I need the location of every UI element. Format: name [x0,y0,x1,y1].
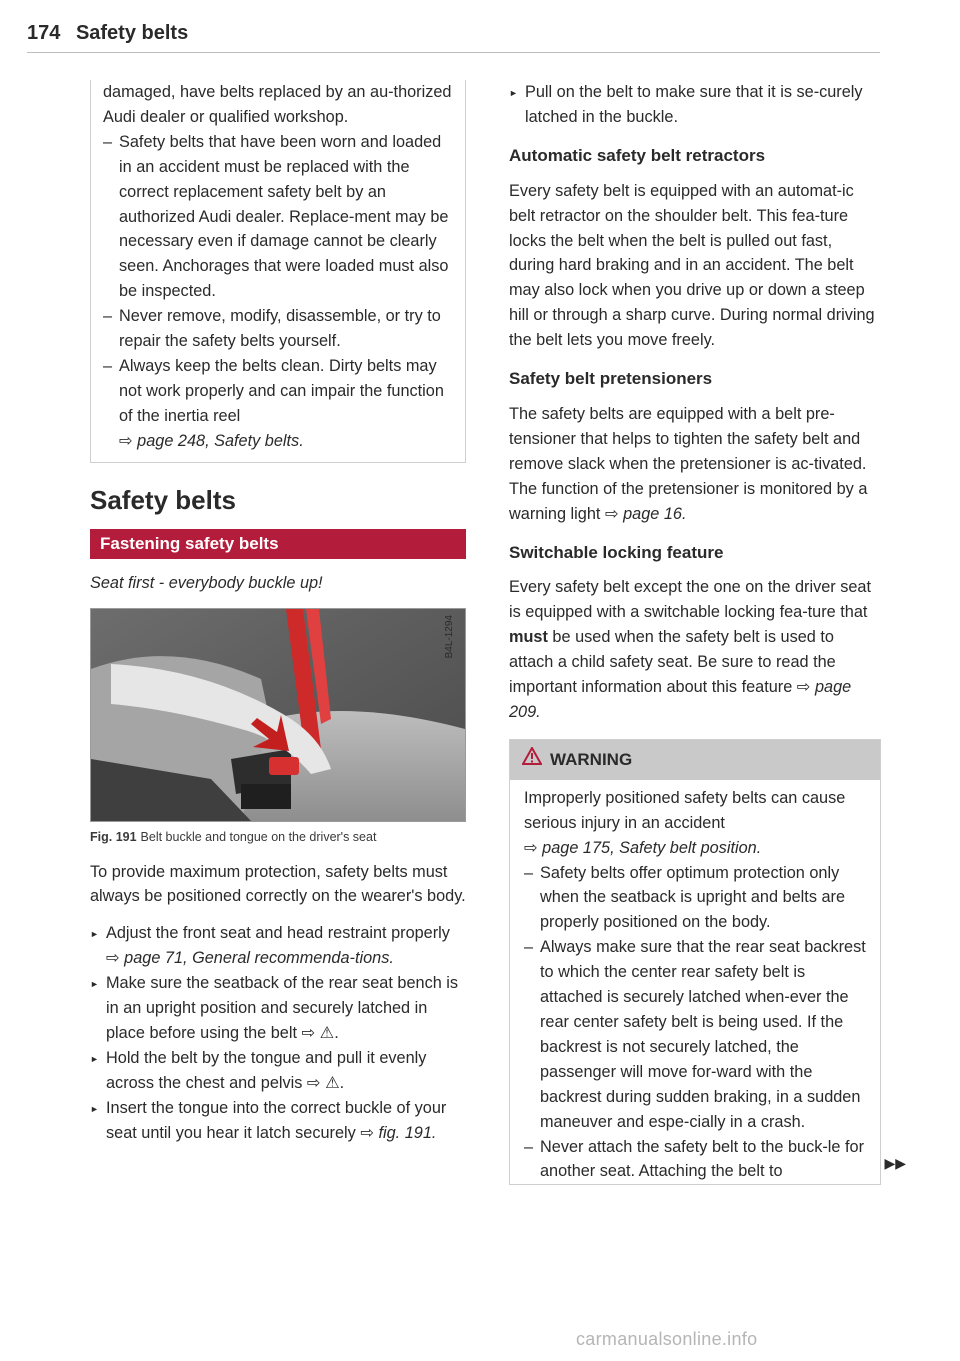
retractors-heading: Automatic safety belt retractors [509,145,766,165]
intro-paragraph: To provide maximum protection, safety belts must always be positioned correctly on the wearer's body. [90,862,466,906]
page-number: 174 [27,22,61,44]
figure-code: B4L-1294 [444,614,456,658]
continued-steps [509,80,881,130]
cont-item: – Safety belts that have been worn and loaded in an accident must be replaced with the correct replacement safety belt by an authorized Audi dealer. Replace-ment may be necessary even if damage cannot be clearly seen. Anchorages that were loaded must also be inspected. [103,130,453,304]
warning-item: – Safety belts offer optimum protection only when the seatback is upright and belts are properly positioned on the body. [524,861,868,936]
warning-body [510,780,880,1185]
locking-text-before: Every safety belt except the one on the driver seat is equipped with a switchable locking fea-ture that [509,578,872,622]
figure-caption-text: Belt buckle and tongue on the driver's seat [140,829,377,844]
cont-first-line: damaged, have belts replaced by an au-thorized Audi dealer or qualified workshop. [103,83,452,126]
continued-warning-box [90,80,466,463]
warning-intro-ref[interactable]: ⇨ page 175, Safety belt position. [524,838,762,857]
figure-illustration [91,609,465,821]
instruction-steps [90,921,466,1145]
figure-caption [90,828,466,846]
continue-arrow-icon: ▶▶ [884,1155,906,1172]
instruction-step [90,1096,466,1146]
left-column [90,80,466,1145]
section-title: Safety belts [90,484,236,515]
header-section-title: Safety belts [75,22,189,44]
buckle-slot [241,784,291,809]
cont-item-text: Always keep the belts clean. Dirty belts may not work properly and can impair the function of the inertia reel [119,356,444,425]
instruction-step: ► Pull on the belt to make sure that it is se-curely latched in the buckle. [509,80,881,130]
warning-item: – Always make sure that the rear seat backrest to which the center rear safety belt is attached is securely latched when-ever the rear center safety belt is being used. If the backrest is not securely latched, the passenger will move for-ward with the backrest during sudden braking, in a sudden maneuver and espe-cially in a crash. [524,935,868,1134]
instruction-step [90,971,466,1046]
right-column [509,80,906,1185]
warning-box [509,739,906,1186]
locking-heading: Switchable locking feature [509,542,724,562]
warning-item: – Never attach the safety belt to the buck-le for another seat. Attaching the belt to [524,1135,868,1185]
warning-triangle-icon [522,740,542,780]
belt-tongue [269,757,299,775]
cont-item [103,354,453,454]
locking-paragraph [509,575,881,724]
watermark: carmanualsonline.info [576,1329,758,1349]
step-text: Make sure the seatback of the rear seat bench is in an upright position and securely latched in place before using the belt ⇨ ⚠. [106,974,459,1042]
retractors-text: Every safety belt is equipped with an automat-ic belt retractor on the shoulder belt. This fea-ture locks the belt when the belt is pulled out fast, during hard braking and in an accident. The belt may also lock when you drive up or down a steep hill or through a sharp curve. During normal driving the belt lets you move freely. [509,181,875,350]
cont-item: – Never remove, modify, disassemble, or try to repair the safety belts yourself. [103,304,453,354]
locking-bold: must [509,628,548,647]
warning-header [510,740,880,780]
cont-item-ref[interactable]: ⇨ page 248, Safety belts. [119,431,304,450]
locking-text-after: be used when the safety belt is used to attach a child safety seat. Be sure to read the important information about this feature [509,628,836,697]
pretensioners-heading: Safety belt pretensioners [509,369,713,389]
subsection-bar-title: Fastening safety belts [90,529,466,559]
instruction-step [90,1046,466,1096]
cont-list [103,130,453,454]
figure-belt-buckle [90,608,466,822]
pretensioners-paragraph [509,402,881,527]
step-text: Hold the belt by the tongue and pull it evenly across the chest and pelvis ⇨ ⚠. [106,1048,427,1092]
intro-text: Seat first - everybody buckle up! [90,573,323,592]
figure-caption-label: Fig. 191 [90,829,137,844]
warning-list [524,861,868,1185]
warning-title: WARNING [550,749,633,769]
warning-intro: Improperly positioned safety belts can cause serious injury in an accident [524,788,846,832]
step-ref[interactable]: ⇨ fig. 191. [360,1123,437,1142]
locking-ref[interactable]: ⇨ page 209. [509,678,852,721]
instruction-step [90,921,466,971]
step-text: Adjust the front seat and head restraint properly [106,924,450,943]
step-text: Insert the tongue into the correct buckle of your seat until you hear it latch securely [106,1098,447,1142]
pretensioners-ref[interactable]: ⇨ page 16. [604,504,687,523]
page-header [27,22,880,53]
step-ref[interactable]: ⇨ page 71, General recommenda-tions. [106,949,394,968]
pretensioners-text: The safety belts are equipped with a belt pre-tensioner that helps to tighten the safety belt and remove slack when the pretensioner is ac-tivated. The function of the pretensioner is monitored by a warning light [509,404,868,523]
